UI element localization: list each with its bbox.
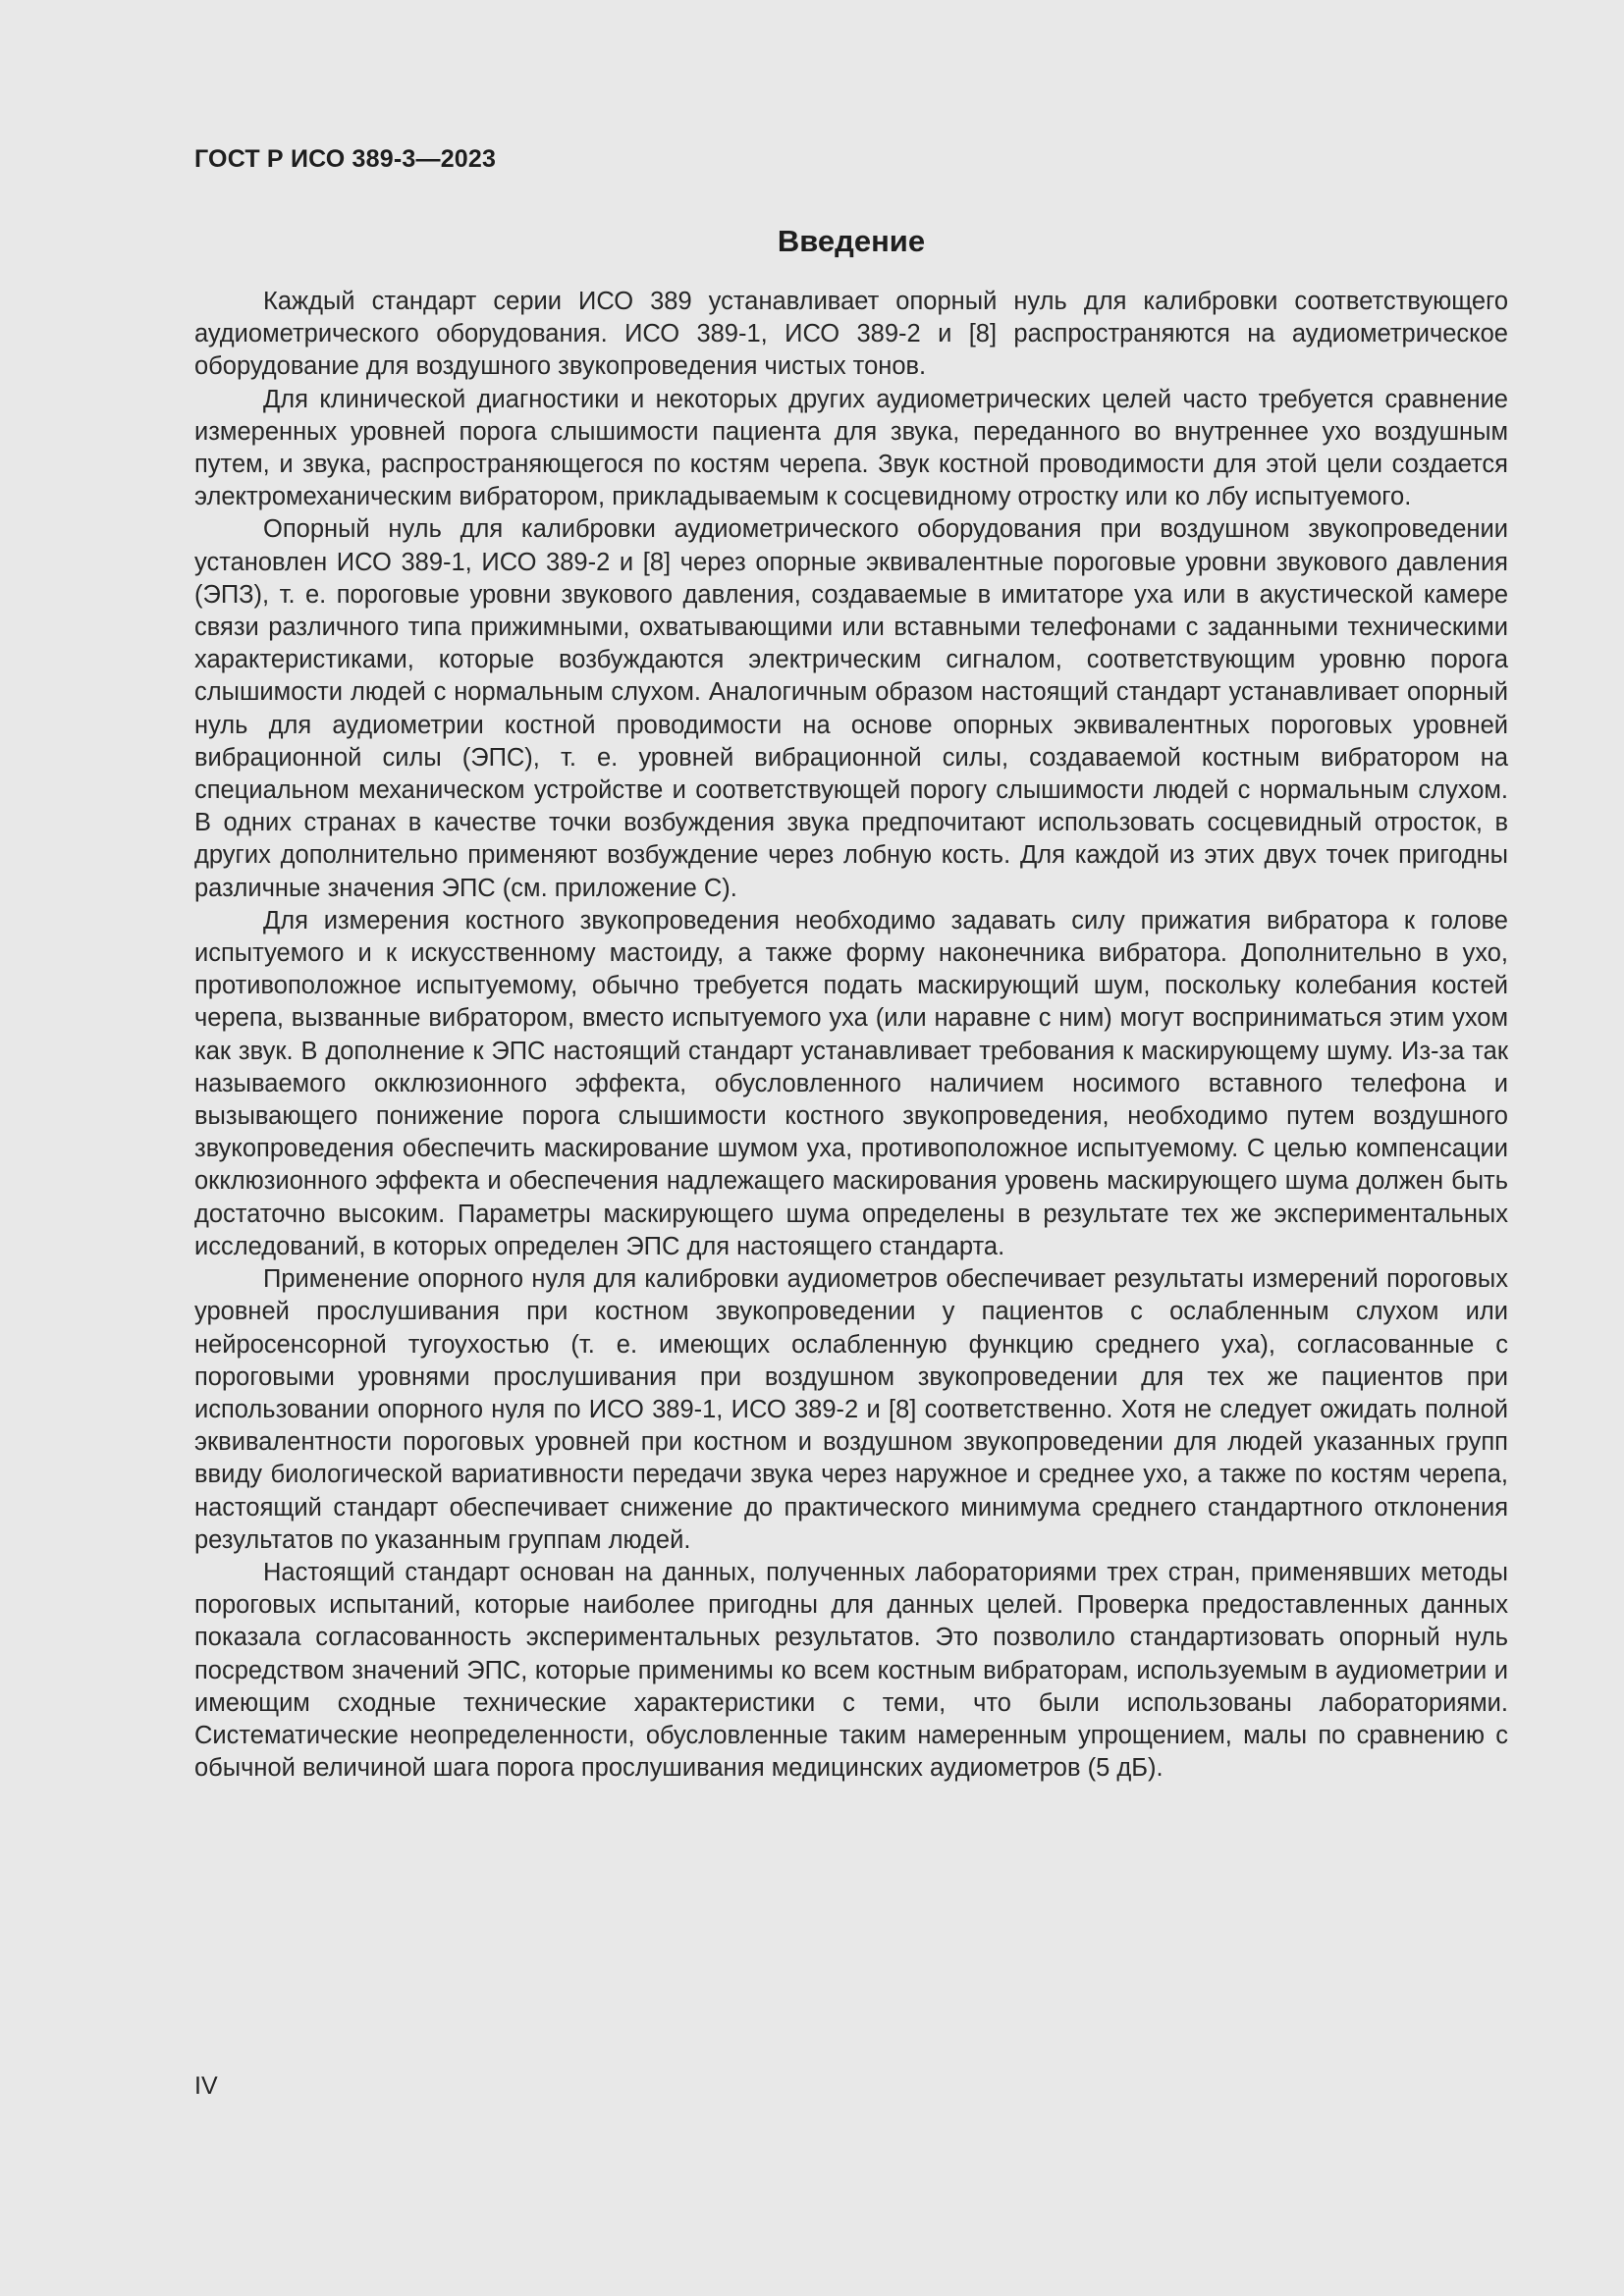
page-number: IV	[194, 2072, 218, 2100]
paragraph-6: Настоящий стандарт основан на данных, полученных лабораториями трех стран, применявших методы пороговых испытаний, которые наиболее пригодны для данных целей. Проверка предоставленных данных показала согласованность экспериментальных результатов. Это позволило стандартизовать опорный нуль посредством значений ЭПС, которые применимы ко всем костным вибраторам, используемым в аудиометрии и имеющим сходные технические характеристики с теми, что были использованы лабораториями. Систематические неопределенности, обусловленные таким намеренным упрощением, малы по сравнению с обычной величиной шага порога прослушивания медицинских аудиометров (5 дБ).	[194, 1558, 1508, 1783]
paragraph-1: Каждый стандарт серии ИСО 389 устанавливает опорный нуль для калибровки соответствующего аудиометрического оборудования. ИСО 389-1, ИСО 389-2 и [8] распространяются на аудиометрическое оборудование для воздушного звукопроведения чистых тонов.	[194, 288, 1508, 381]
paragraph-3: Опорный нуль для калибровки аудиометрического оборудования при воздушном звукопроведении установлен ИСО 389-1, ИСО 389-2 и [8] через опорные эквивалентные пороговые уровни звукового давления (ЭПЗ), т. е. пороговые уровни звукового давления, создаваемые в имитаторе уха или в акустической камере связи различного типа прижимными, охватывающими или вставными телефонами с заданными техническими характеристиками, которые возбуждаются электрическим сигналом, соответствующим уровню порога слышимости людей с нормальным слухом. Аналогичным образом настоящий стандарт устанавливает опорный нуль для аудиометрии костной проводимости на основе опорных эквивалентных пороговых уровней вибрационной силы (ЭПС), т. е. уровней вибрационной силы, создаваемой костным вибратором на специальном механическом устройстве и соответствующей порогу слышимости людей с нормальным слухом. В одних странах в качестве точки возбуждения звука предпочитают использовать сосцевидный отросток, в других дополнительно применяют возбуждение через лобную кость. Для каждой из этих двух точек пригодны различные значения ЭПС (см. приложение С).	[194, 515, 1508, 902]
body-text	[194, 286, 1508, 1785]
paragraph-4: Для измерения костного звукопроведения необходимо задавать силу прижатия вибратора к голове испытуемого и к искусственному мастоиду, а также форму наконечника вибратора. Дополнительно в ухо, противоположное испытуемому, обычно требуется подать маскирующий шум, поскольку колебания костей черепа, вызванные вибратором, вместо испытуемого уха (или наравне с ним) могут восприниматься этим ухом как звук. В дополнение к ЭПС настоящий стандарт устанавливает требования к маскирующему шуму. Из-за так называемого окклюзионного эффекта, обусловленного наличием носимого вставного телефона и вызывающего понижение порога слышимости костного звукопроведения, необходимо путем воздушного звукопроведения обеспечить маскирование шумом уха, противоположное испытуемому. С целью компенсации окклюзионного эффекта и обеспечения надлежащего маскирования уровень маскирующего шума должен быть достаточно высоким. Параметры маскирующего шума определены в результате тех же экспериментальных исследований, в которых определен ЭПС для настоящего стандарта.	[194, 906, 1508, 1260]
paragraph-2: Для клинической диагностики и некоторых других аудиометрических целей часто требуется сравнение измеренных уровней порога слышимости пациента для звука, переданного во внутреннее ухо воздушным путем, и звука, распространяющегося по костям черепа. Звук костной проводимости для этой цели создается электромеханическим вибратором, прикладываемым к сосцевидному отростку или ко лбу испытуемого.	[194, 385, 1508, 511]
paragraph-5: Применение опорного нуля для калибровки аудиометров обеспечивает результаты измерений пороговых уровней прослушивания при костном звукопроведении у пациентов с ослабленным слухом или нейросенсорной тугоухостью (т. е. имеющих ослабленную функцию среднего уха), согласованные с пороговыми уровнями прослушивания при воздушном звукопроведении для тех же пациентов при использовании опорного нуля по ИСО 389-1, ИСО 389-2 и [8] соответственно. Хотя не следует ожидать полной эквивалентности пороговых уровней при костном и воздушном звукопроведении для людей указанных групп ввиду биологической вариативности передачи звука через наружное и среднее ухо, а также по костям черепа, настоящий стандарт обеспечивает снижение до практического минимума среднего стандартного отклонения результатов по указанным группам людей.	[194, 1265, 1508, 1554]
document-header: ГОСТ Р ИСО 389-3—2023	[194, 145, 497, 173]
section-title: Введение	[777, 224, 926, 258]
